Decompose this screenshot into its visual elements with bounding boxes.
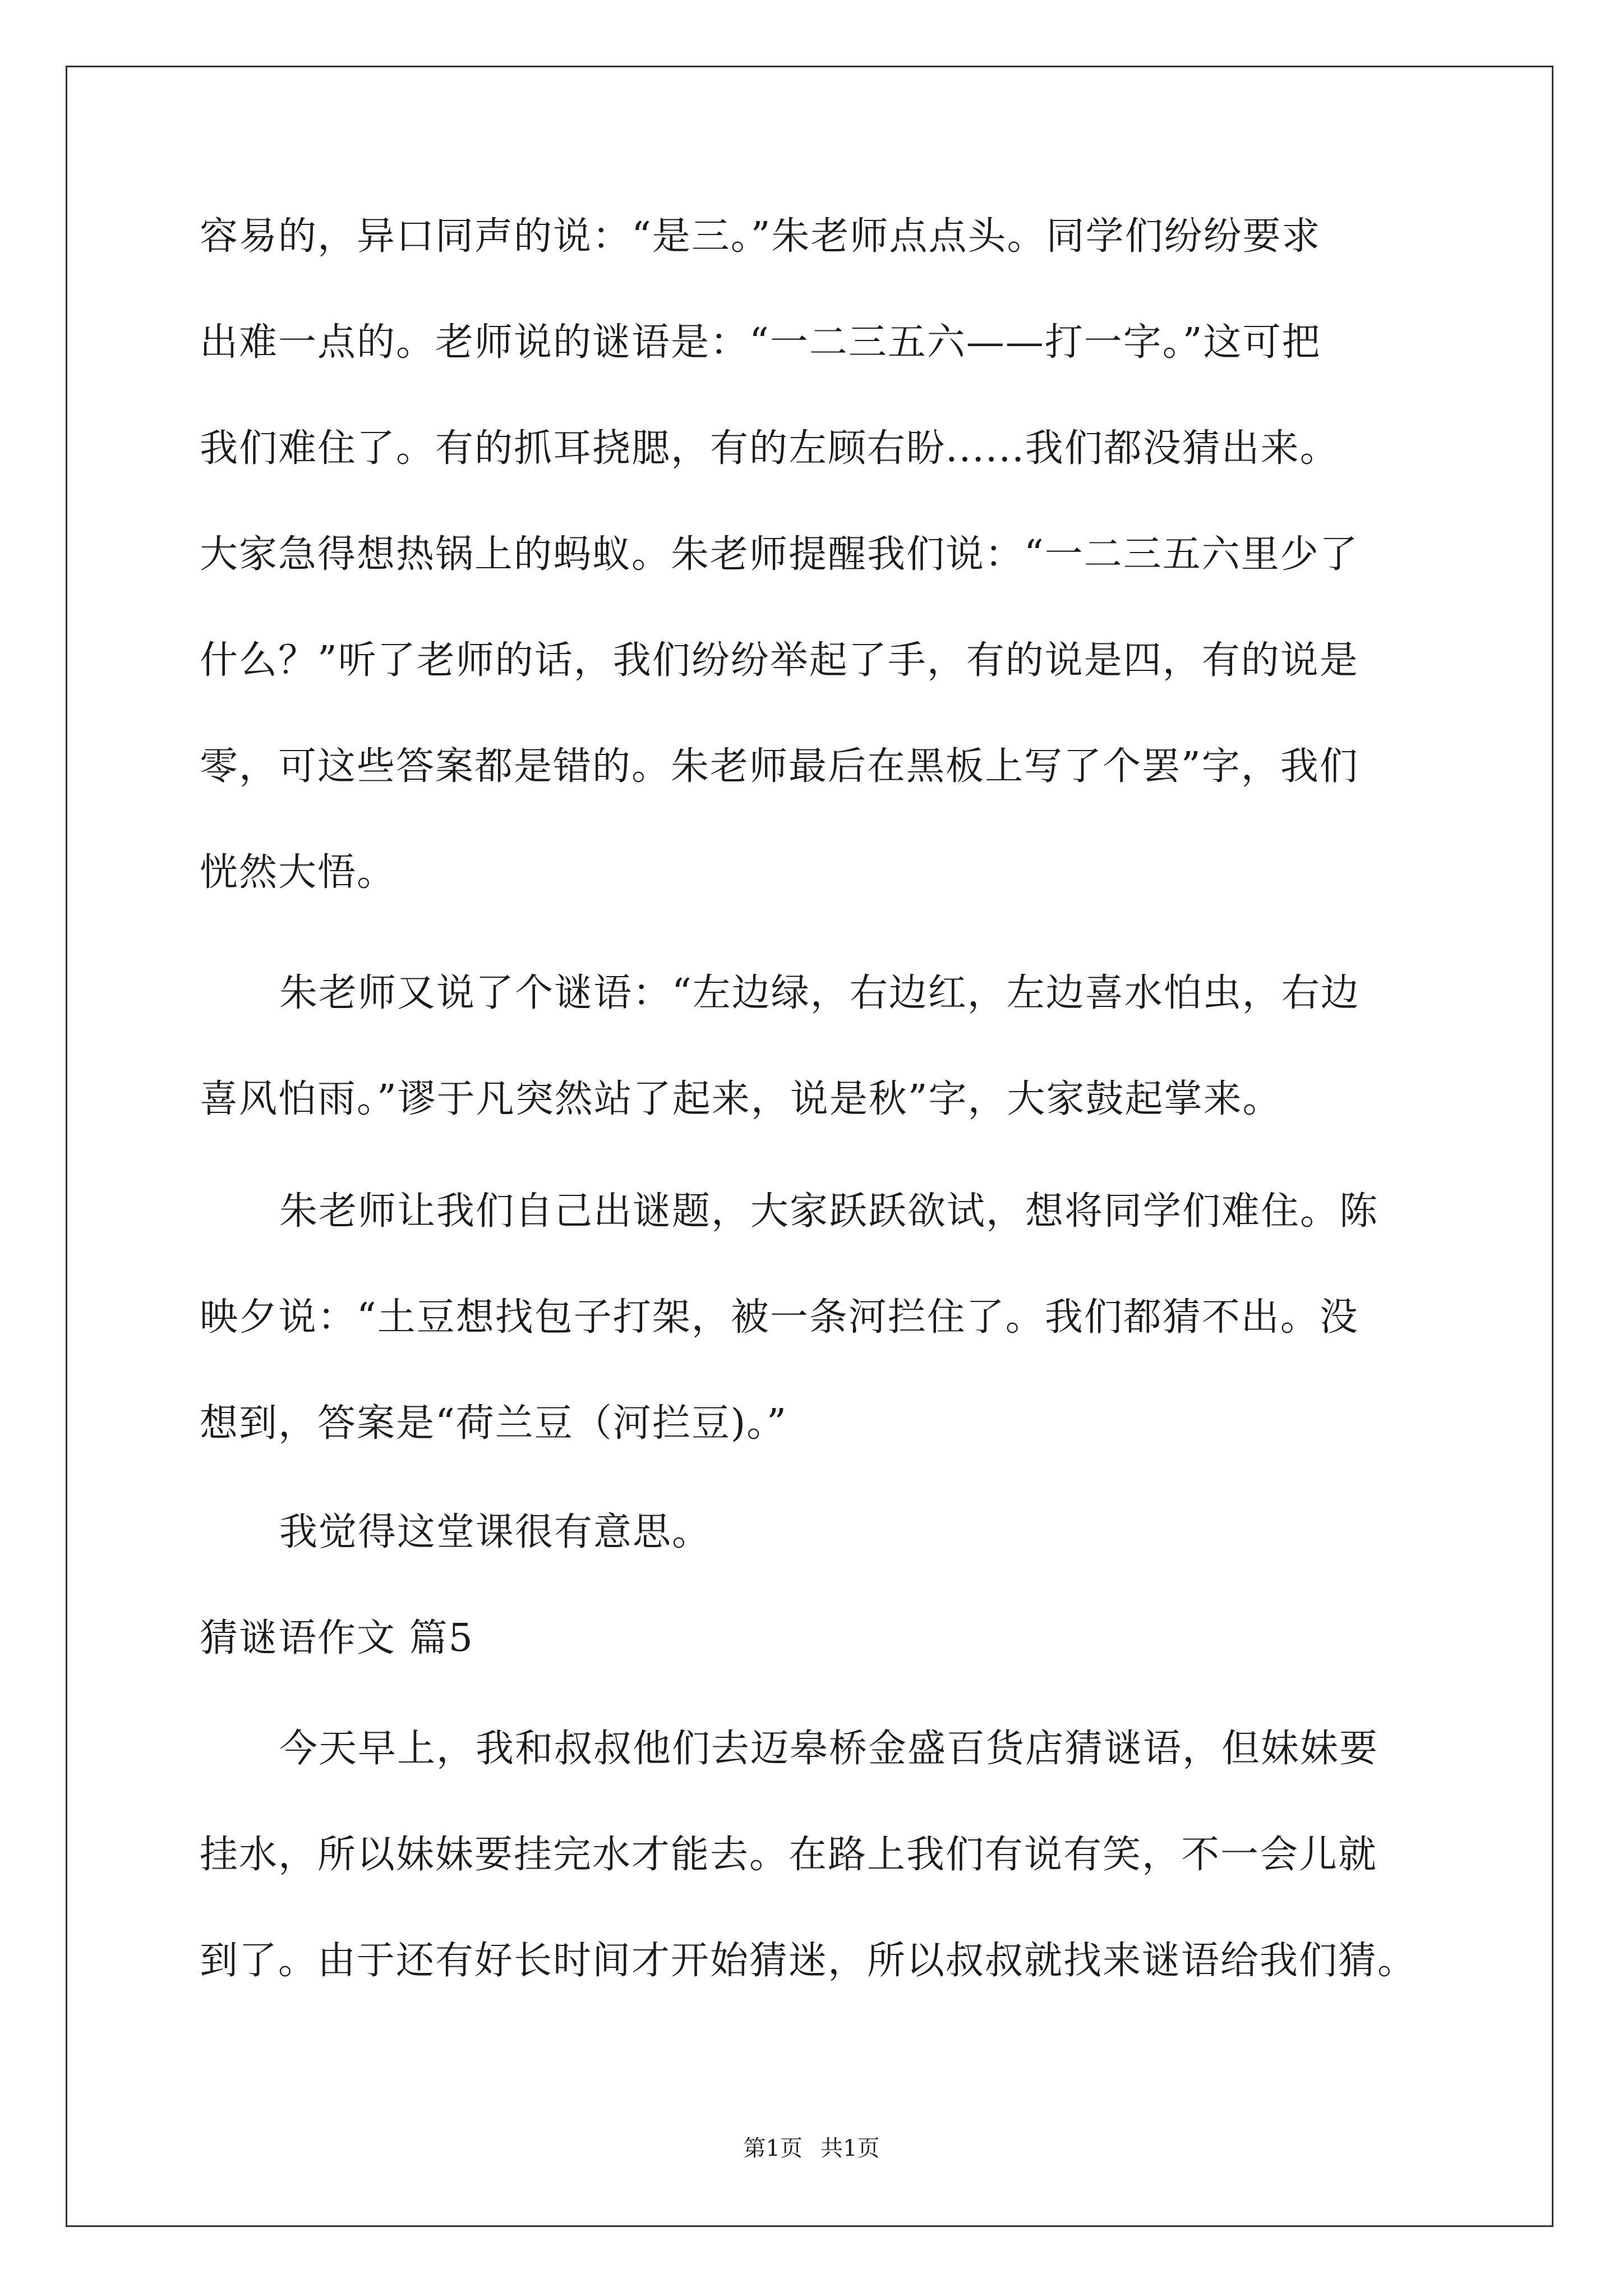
text-line: 恍然大悟。	[200, 850, 396, 895]
text-line: 到了。由于还有好长时间才开始猜迷，所以叔叔就找来谜语给我们猜。	[200, 1939, 1417, 1983]
text-line: 我们难住了。有的抓耳挠腮，有的左顾右盼......我们都没猜出来。	[200, 426, 1339, 471]
text-line: 什么？”听了老师的话，我们纷纷举起了手，有的说是四，有的说是	[200, 638, 1359, 683]
text-line: 容易的，异口同声的说：“是三。”朱老师点点头。同学们纷纷要求	[200, 214, 1321, 259]
text-line: 我觉得这堂课很有意思。	[279, 1510, 712, 1554]
text-line: 朱老师又说了个谜语：“左边绿，右边红，左边喜水怕虫，右边	[279, 971, 1360, 1015]
text-line: 朱老师让我们自己出谜题，大家跃跃欲试，想将同学们难住。陈	[279, 1189, 1379, 1234]
text-line: 挂水，所以妹妹要挂完水才能去。在路上我们有说有笑，不一会儿就	[200, 1833, 1378, 1877]
text-line: 大家急得想热锅上的蚂蚁。朱老师提醒我们说：“一二三五六里少了	[200, 532, 1359, 577]
text-line: 喜风怕雨。”谬于凡突然站了起来，说是秋”字，大家鼓起掌来。	[200, 1077, 1282, 1121]
text-line: 今天早上，我和叔叔他们去迈皋桥金盛百货店猜谜语，但妹妹要	[279, 1727, 1379, 1771]
page-footer	[0, 2132, 1623, 2165]
section-heading: 猜谜语作文 篇5	[200, 1616, 474, 1660]
text-line: 出难一点的。老师说的谜语是：“一二三五六——打一字。”这可把	[200, 320, 1321, 365]
page-total: 共1页	[820, 2136, 880, 2161]
text-line: 映夕说：“土豆想找包子打架，被一条河拦住了。我们都猜不出。没	[200, 1295, 1359, 1340]
page-number: 第1页	[743, 2136, 803, 2161]
text-line: 零，可这些答案都是错的。朱老师最后在黑板上写了个罢”字，我们	[200, 744, 1359, 789]
page-border	[66, 66, 1553, 2227]
text-line: 想到，答案是“荷兰豆（河拦豆)。”	[200, 1401, 788, 1446]
